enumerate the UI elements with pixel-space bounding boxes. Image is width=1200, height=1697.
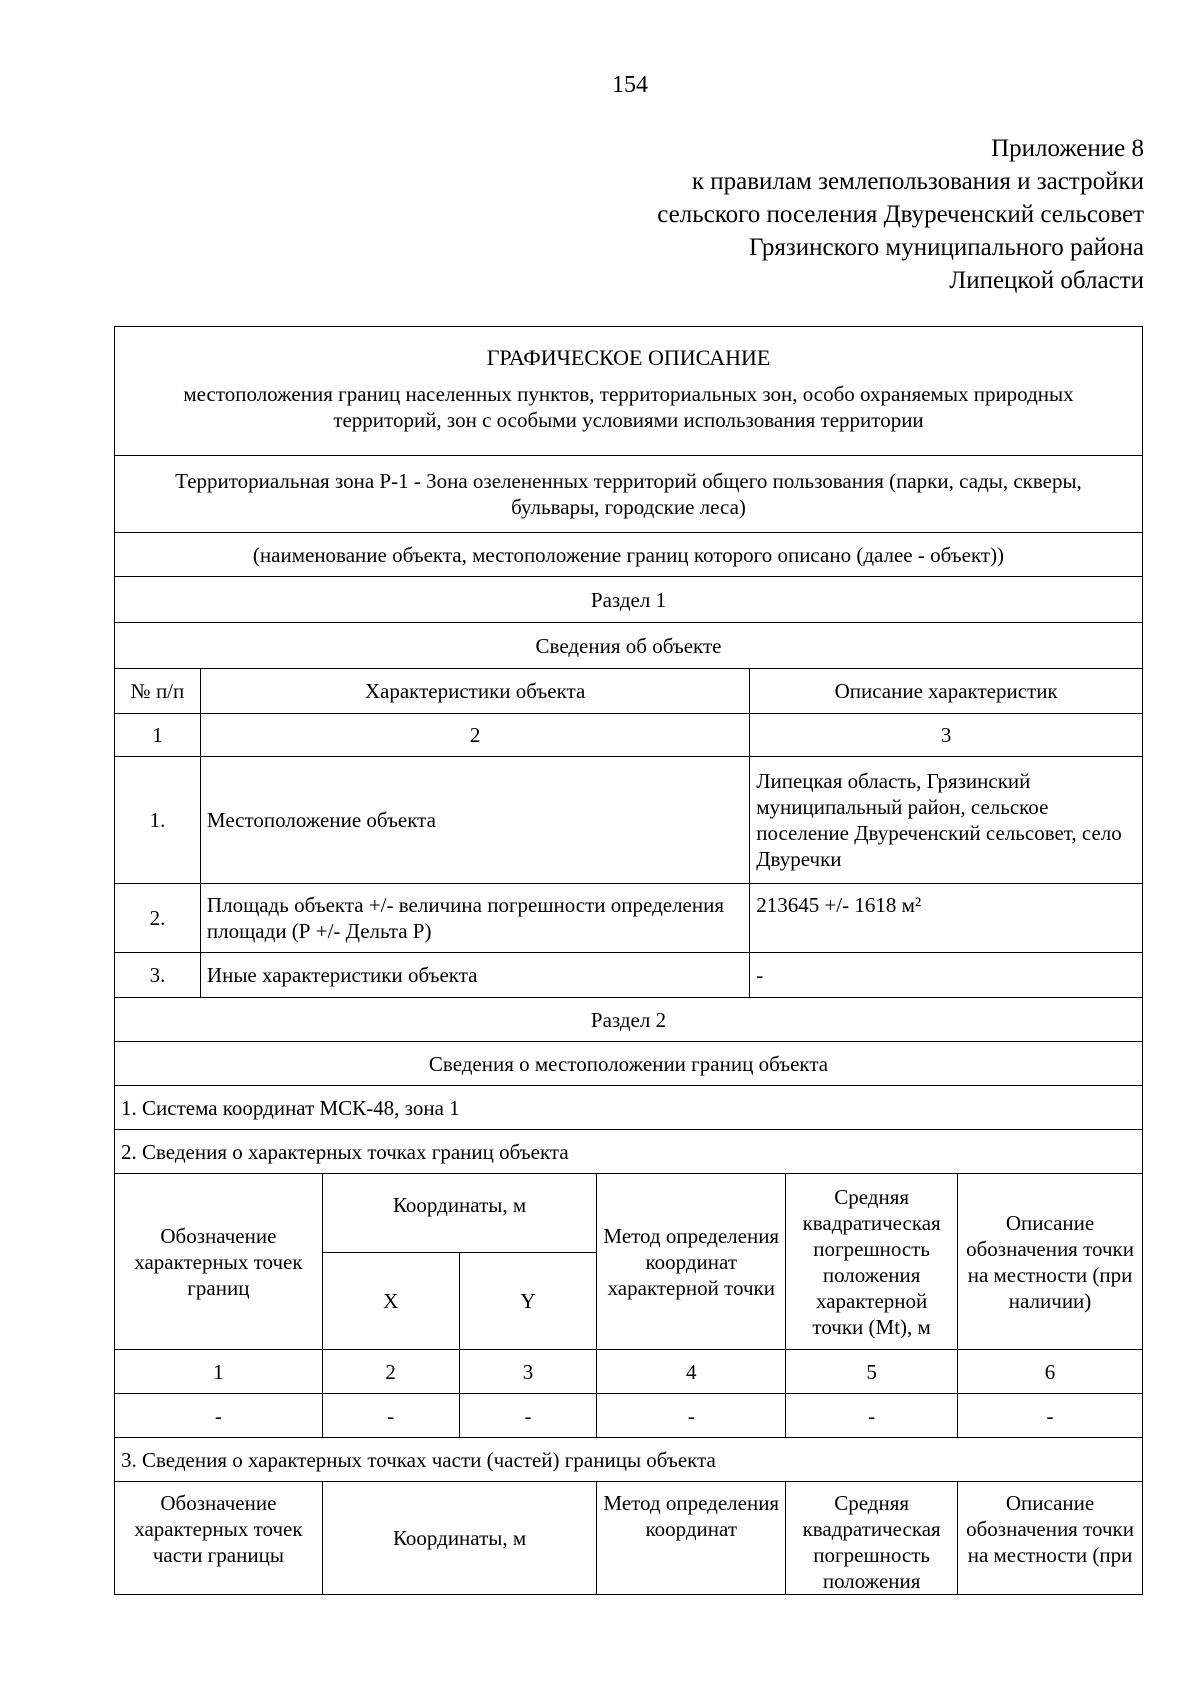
points-cell: - [459, 1394, 597, 1438]
coord-system: 1. Система координат МСК-48, зона 1 [115, 1086, 1143, 1130]
object-name: Территориальная зона Р-1 - Зона озелененных территорий общего пользования (парки, сады, скверы, бульвары, городские леса) [115, 456, 1143, 533]
characteristic-value: 213645 +/- 1618 м² [750, 884, 1143, 953]
parts-title-row [115, 1438, 1143, 1482]
section2-title: Раздел 2 [115, 998, 1143, 1042]
column-number: 1 [115, 1350, 323, 1394]
points-col-designation: Обозначение характерных точек границ [115, 1174, 323, 1350]
appendix-line: к правилам землепользования и застройки [691, 168, 1144, 195]
column-number: 2 [200, 714, 749, 757]
object-caption: (наименование объекта, местоположение границ которого описано (далее - объект)) [115, 533, 1143, 577]
characteristic-name: Местоположение объекта [200, 757, 749, 884]
points-col-error: Средняя квадратическая погрешность положения характерной точки (Mt), м [786, 1174, 958, 1350]
parts-header-row [115, 1482, 1143, 1595]
table-row [115, 757, 1143, 884]
document-title: ГРАФИЧЕСКОЕ ОПИСАНИЕ [486, 345, 771, 370]
column-number: 1 [115, 714, 201, 757]
column-number: 2 [322, 1350, 459, 1394]
column-number: 6 [958, 1350, 1143, 1394]
section2-title-row [115, 998, 1143, 1042]
points-number-row [115, 1350, 1143, 1394]
characteristic-name: Иные характеристики объекта [200, 953, 749, 998]
parts-col-error: Средняя квадратическая погрешность положения [786, 1482, 958, 1595]
column-header: Описание характеристик [750, 669, 1143, 714]
parts-title: 3. Сведения о характерных точках части (частей) границы объекта [115, 1438, 1143, 1482]
characteristic-value: Липецкая область, Грязинский муниципальный район, сельское поселение Двуреченский сельсовет, село Двуречки [750, 757, 1143, 884]
row-number: 2. [115, 884, 201, 953]
points-title: 2. Сведения о характерных точках границ объекта [115, 1130, 1143, 1174]
section1-subtitle-row [115, 623, 1143, 669]
coord-system-row [115, 1086, 1143, 1130]
points-cell: - [597, 1394, 786, 1438]
table-row [115, 1394, 1143, 1438]
graphic-description-table [114, 326, 1143, 1595]
column-header: Характеристики объекта [200, 669, 749, 714]
row-number: 1. [115, 757, 201, 884]
points-col-y: Y [459, 1253, 597, 1350]
parts-col-method: Метод определения координат [597, 1482, 786, 1595]
appendix-line: Грязинского муниципального района [749, 234, 1144, 261]
column-number: 3 [750, 714, 1143, 757]
column-number: 4 [597, 1350, 786, 1394]
section1-title-row [115, 577, 1143, 623]
points-cell: - [322, 1394, 459, 1438]
table-row [115, 953, 1143, 998]
points-header-row [115, 1174, 1143, 1253]
points-cell: - [115, 1394, 323, 1438]
appendix-line: сельского поселения Двуреченский сельсовет [657, 201, 1144, 228]
section2-subtitle-row [115, 1042, 1143, 1086]
page-number: 154 [612, 72, 648, 98]
characteristic-value: - [750, 953, 1143, 998]
column-number: 5 [786, 1350, 958, 1394]
appendix-line: Липецкой области [949, 267, 1144, 294]
section2-subtitle: Сведения о местоположении границ объекта [115, 1042, 1143, 1086]
parts-col-coords: Координаты, м [322, 1482, 597, 1595]
object-name-row [115, 456, 1143, 533]
column-number: 3 [459, 1350, 597, 1394]
points-title-row [115, 1130, 1143, 1174]
points-col-method: Метод определения координат характерной точки [597, 1174, 786, 1350]
appendix-line: Приложение 8 [991, 135, 1144, 162]
points-cell: - [958, 1394, 1143, 1438]
row-number: 3. [115, 953, 201, 998]
table-row [115, 884, 1143, 953]
object-caption-row [115, 533, 1143, 577]
appendix-header [657, 132, 1144, 297]
section1-title: Раздел 1 [115, 577, 1143, 623]
points-col-x: X [322, 1253, 459, 1350]
document-subtitle: местоположения границ населенных пунктов, территориальных зон, особо охраняемых природных территорий, зон с особыми условиями использования территории [183, 382, 1074, 432]
column-header: № п/п [115, 669, 201, 714]
points-col-coords: Координаты, м [322, 1174, 597, 1253]
characteristic-name: Площадь объекта +/- величина погрешности определения площади (Р +/- Дельта Р) [200, 884, 749, 953]
section1-number-row [115, 714, 1143, 757]
parts-col-description: Описание обозначения точки на местности (при [958, 1482, 1143, 1595]
points-col-description: Описание обозначения точки на местности (при наличии) [958, 1174, 1143, 1350]
section1-subtitle: Сведения об объекте [115, 623, 1143, 669]
section1-header-row [115, 669, 1143, 714]
title-row [115, 327, 1143, 456]
parts-col-designation: Обозначение характерных точек части границы [115, 1482, 323, 1595]
points-cell: - [786, 1394, 958, 1438]
